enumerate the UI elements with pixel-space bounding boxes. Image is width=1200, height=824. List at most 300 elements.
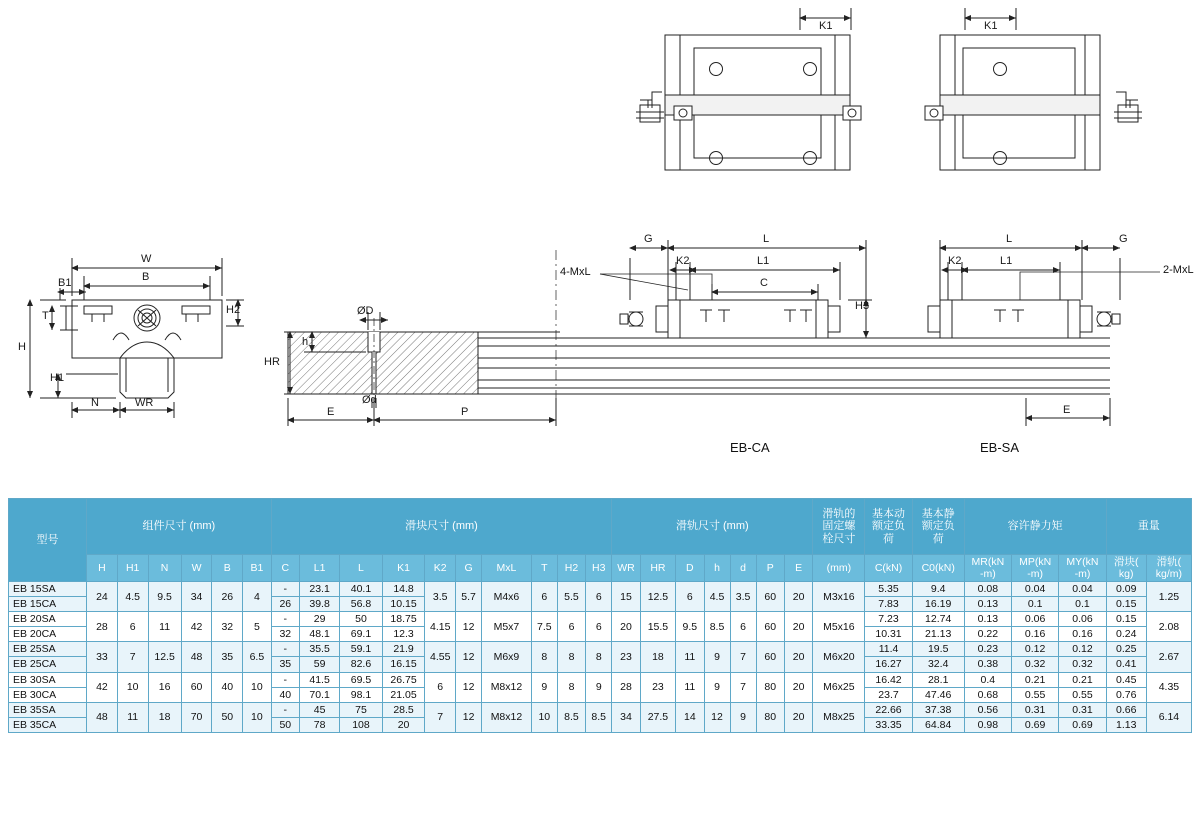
cell-MxL: M8x12 xyxy=(482,672,532,702)
cell-B1: 10 xyxy=(243,702,271,732)
table-body xyxy=(9,582,1192,733)
cell-H3: 8.5 xyxy=(586,702,612,732)
dim-g-right: G xyxy=(1119,233,1128,245)
th-L: L xyxy=(340,555,383,582)
table-header-group-row xyxy=(9,499,1192,555)
cell-WR: 28 xyxy=(612,672,640,702)
cell-W: 70 xyxy=(181,702,212,732)
cell-MP: 0.32 xyxy=(1012,657,1059,672)
cell-model: EB 20CA xyxy=(9,627,87,642)
cell-H2: 8 xyxy=(557,642,585,672)
dim-n: N xyxy=(91,397,99,409)
th-E: E xyxy=(784,555,812,582)
th-HR: HR xyxy=(640,555,675,582)
table-row[interactable] xyxy=(9,582,1192,597)
cell-G: 5.7 xyxy=(456,582,482,612)
th-bolt-unit: (mm) xyxy=(813,555,865,582)
cell-K1: 12.3 xyxy=(382,627,425,642)
th-T: T xyxy=(531,555,557,582)
cell-model: EB 15SA xyxy=(9,582,87,597)
cell-L1: 45 xyxy=(299,702,339,717)
th-C0-kn: C0(kN) xyxy=(912,555,964,582)
cell-T: 8 xyxy=(531,642,557,672)
cell-HR: 23 xyxy=(640,672,675,702)
cell-weight-rail: 2.67 xyxy=(1146,642,1191,672)
cell-L: 56.8 xyxy=(340,597,383,612)
cell-model: EB 25CA xyxy=(9,657,87,672)
cell-P: 80 xyxy=(756,702,784,732)
cell-H3: 6 xyxy=(586,612,612,642)
cell-weight-block: 0.24 xyxy=(1106,627,1146,642)
cell-L1: 29 xyxy=(299,612,339,627)
cell-W: 60 xyxy=(181,672,212,702)
cell-C-kn: 16.42 xyxy=(865,672,912,687)
cell-C0-kn: 9.4 xyxy=(912,582,964,597)
cell-D: 9.5 xyxy=(676,612,704,642)
cell-T: 7.5 xyxy=(531,612,557,642)
th-group-static-moment: 容许静力矩 xyxy=(964,499,1106,555)
cell-d: 7 xyxy=(730,672,756,702)
cell-MxL: M5x7 xyxy=(482,612,532,642)
cell-MY: 0.69 xyxy=(1059,717,1106,732)
cell-C: - xyxy=(271,672,299,687)
cell-C0-kn: 32.4 xyxy=(912,657,964,672)
cell-h: 4.5 xyxy=(704,582,730,612)
cell-G: 12 xyxy=(456,642,482,672)
cell-C-kn: 11.4 xyxy=(865,642,912,657)
cell-model: EB 35SA xyxy=(9,702,87,717)
cell-HR: 27.5 xyxy=(640,702,675,732)
cell-model: EB 15CA xyxy=(9,597,87,612)
cell-bolt: M3x16 xyxy=(813,582,865,612)
callout-4-mxl: 4-MxL xyxy=(560,266,591,278)
cell-weight-block: 0.76 xyxy=(1106,687,1146,702)
th-G: G xyxy=(456,555,482,582)
dim-b1: B1 xyxy=(58,277,72,289)
cell-C0-kn: 28.1 xyxy=(912,672,964,687)
dim-k1-top-right: K1 xyxy=(984,20,998,32)
th-N: N xyxy=(148,555,181,582)
cell-N: 11 xyxy=(148,612,181,642)
cell-C0-kn: 37.38 xyxy=(912,702,964,717)
cell-L: 98.1 xyxy=(340,687,383,702)
cell-B: 32 xyxy=(212,612,243,642)
cell-L1: 48.1 xyxy=(299,627,339,642)
cell-model: EB 20SA xyxy=(9,612,87,627)
cell-L1: 39.8 xyxy=(299,597,339,612)
table-row[interactable] xyxy=(9,642,1192,657)
cell-C: - xyxy=(271,702,299,717)
cell-C: 26 xyxy=(271,597,299,612)
cell-D: 11 xyxy=(676,672,704,702)
cell-K1: 14.8 xyxy=(382,582,425,597)
cell-MY: 0.55 xyxy=(1059,687,1106,702)
th-weight-rail: 滑轨( kg/m) xyxy=(1146,555,1191,582)
cell-C-kn: 23.7 xyxy=(865,687,912,702)
th-C-kn: C(kN) xyxy=(865,555,912,582)
cell-MxL: M4x6 xyxy=(482,582,532,612)
cell-C0-kn: 16.19 xyxy=(912,597,964,612)
cell-WR: 23 xyxy=(612,642,640,672)
th-model: 型号 xyxy=(9,499,87,582)
cell-E: 20 xyxy=(784,582,812,612)
cell-C0-kn: 21.13 xyxy=(912,627,964,642)
cell-H1: 10 xyxy=(117,672,148,702)
cell-H3: 8 xyxy=(586,642,612,672)
cell-C-kn: 7.83 xyxy=(865,597,912,612)
cell-K2: 4.55 xyxy=(425,642,456,672)
cell-C: 50 xyxy=(271,717,299,732)
cell-K1: 20 xyxy=(382,717,425,732)
cell-WR: 15 xyxy=(612,582,640,612)
cell-C-kn: 5.35 xyxy=(865,582,912,597)
cell-d: 3.5 xyxy=(730,582,756,612)
cell-L: 82.6 xyxy=(340,657,383,672)
cell-weight-rail: 4.35 xyxy=(1146,672,1191,702)
dim-t: T xyxy=(42,310,49,322)
cell-h: 12 xyxy=(704,702,730,732)
cell-bolt: M5x16 xyxy=(813,612,865,642)
dim-hr: HR xyxy=(264,356,280,368)
cell-MP: 0.69 xyxy=(1012,717,1059,732)
cell-L: 69.5 xyxy=(340,672,383,687)
cell-P: 80 xyxy=(756,672,784,702)
dim-c-left: C xyxy=(760,277,768,289)
cell-weight-block: 0.15 xyxy=(1106,612,1146,627)
cell-bolt: M6x20 xyxy=(813,642,865,672)
cell-H3: 9 xyxy=(586,672,612,702)
cell-C-kn: 22.66 xyxy=(865,702,912,717)
dim-e-right: E xyxy=(1063,404,1071,416)
cell-H: 28 xyxy=(87,612,118,642)
cell-L: 108 xyxy=(340,717,383,732)
th-WR: WR xyxy=(612,555,640,582)
cell-B1: 10 xyxy=(243,672,271,702)
cell-MP: 0.06 xyxy=(1012,612,1059,627)
callout-2-mxl: 2-MxL xyxy=(1163,264,1194,276)
top-view-sa xyxy=(925,8,1142,170)
cell-L1: 78 xyxy=(299,717,339,732)
cell-B: 35 xyxy=(212,642,243,672)
cell-H: 24 xyxy=(87,582,118,612)
cell-weight-rail: 1.25 xyxy=(1146,582,1191,612)
cell-C: 40 xyxy=(271,687,299,702)
th-B1: B1 xyxy=(243,555,271,582)
cell-H1: 7 xyxy=(117,642,148,672)
cell-E: 20 xyxy=(784,672,812,702)
cell-W: 42 xyxy=(181,612,212,642)
cell-G: 12 xyxy=(456,702,482,732)
dim-h-small: h xyxy=(302,336,309,348)
cell-C-kn: 10.31 xyxy=(865,627,912,642)
dim-p: P xyxy=(461,406,469,418)
th-d: d xyxy=(730,555,756,582)
cell-K1: 18.75 xyxy=(382,612,425,627)
cell-MY: 0.21 xyxy=(1059,672,1106,687)
cell-weight-rail: 2.08 xyxy=(1146,612,1191,642)
cell-WR: 20 xyxy=(612,612,640,642)
cell-B: 26 xyxy=(212,582,243,612)
th-W: W xyxy=(181,555,212,582)
view-label-eb-sa: EB-SA xyxy=(980,440,1020,455)
cell-MP: 0.31 xyxy=(1012,702,1059,717)
cell-MR: 0.98 xyxy=(964,717,1011,732)
view-label-eb-ca: EB-CA xyxy=(730,440,770,455)
side-view-sa xyxy=(928,240,1160,426)
cell-MxL: M6x9 xyxy=(482,642,532,672)
th-MR: MR(kN -m) xyxy=(964,555,1011,582)
cell-K2: 4.15 xyxy=(425,612,456,642)
th-group-block: 滑块尺寸 (mm) xyxy=(271,499,612,555)
cell-MY: 0.31 xyxy=(1059,702,1106,717)
th-group-static-load: 基本静 额定负 荷 xyxy=(912,499,964,555)
cell-bolt: M8x25 xyxy=(813,702,865,732)
dim-b: B xyxy=(142,271,150,283)
cell-B1: 6.5 xyxy=(243,642,271,672)
cell-MP: 0.1 xyxy=(1012,597,1059,612)
cell-HR: 12.5 xyxy=(640,582,675,612)
cell-G: 12 xyxy=(456,612,482,642)
table-head xyxy=(9,499,1192,582)
cell-MY: 0.1 xyxy=(1059,597,1106,612)
cell-E: 20 xyxy=(784,612,812,642)
dim-k2-right: K2 xyxy=(948,255,962,267)
dim-l-right: L xyxy=(1006,233,1013,245)
dim-h3-left: H3 xyxy=(855,300,870,312)
cell-G: 12 xyxy=(456,672,482,702)
dim-l1-right: L1 xyxy=(1000,255,1013,267)
cell-L1: 59 xyxy=(299,657,339,672)
cell-MR: 0.08 xyxy=(964,582,1011,597)
cell-K1: 21.05 xyxy=(382,687,425,702)
cell-K1: 28.5 xyxy=(382,702,425,717)
cell-weight-block: 0.45 xyxy=(1106,672,1146,687)
cell-H: 42 xyxy=(87,672,118,702)
cell-H2: 6 xyxy=(557,612,585,642)
cell-W: 34 xyxy=(181,582,212,612)
dim-k2-left: K2 xyxy=(676,255,690,267)
cell-MP: 0.04 xyxy=(1012,582,1059,597)
th-H2: H2 xyxy=(557,555,585,582)
cell-K1: 16.15 xyxy=(382,657,425,672)
table-row[interactable] xyxy=(9,672,1192,687)
cell-C-kn: 33.35 xyxy=(865,717,912,732)
cell-H2: 8 xyxy=(557,672,585,702)
dim-w: W xyxy=(141,253,152,265)
th-h: h xyxy=(704,555,730,582)
th-weight-block: 滑块( kg) xyxy=(1106,555,1146,582)
cell-weight-block: 0.09 xyxy=(1106,582,1146,597)
th-P: P xyxy=(756,555,784,582)
specification-table-wrapper xyxy=(8,498,1192,733)
cell-K2: 3.5 xyxy=(425,582,456,612)
cell-L: 40.1 xyxy=(340,582,383,597)
cell-C: 35 xyxy=(271,657,299,672)
cell-weight-rail: 6.14 xyxy=(1146,702,1191,732)
th-group-dynamic-load: 基本动 额定负 荷 xyxy=(865,499,912,555)
cell-H3: 6 xyxy=(586,582,612,612)
cell-C0-kn: 64.84 xyxy=(912,717,964,732)
th-MY: MY(kN -m) xyxy=(1059,555,1106,582)
cell-N: 9.5 xyxy=(148,582,181,612)
cell-C: - xyxy=(271,582,299,597)
cell-H2: 5.5 xyxy=(557,582,585,612)
dim-k1-top-left: K1 xyxy=(819,20,833,32)
top-view-ca xyxy=(636,8,861,170)
cell-W: 48 xyxy=(181,642,212,672)
cell-WR: 34 xyxy=(612,702,640,732)
cell-H1: 11 xyxy=(117,702,148,732)
cell-L1: 41.5 xyxy=(299,672,339,687)
th-group-rail-bolt: 滑轨的 固定螺 栓尺寸 xyxy=(813,499,865,555)
cell-B: 40 xyxy=(212,672,243,702)
cell-L1: 23.1 xyxy=(299,582,339,597)
cell-MP: 0.21 xyxy=(1012,672,1059,687)
th-D: D xyxy=(676,555,704,582)
th-group-rail: 滑轨尺寸 (mm) xyxy=(612,499,813,555)
cell-weight-block: 0.41 xyxy=(1106,657,1146,672)
cell-L1: 35.5 xyxy=(299,642,339,657)
dim-wr: WR xyxy=(135,397,154,409)
cell-MP: 0.16 xyxy=(1012,627,1059,642)
cell-N: 12.5 xyxy=(148,642,181,672)
cell-C0-kn: 12.74 xyxy=(912,612,964,627)
th-H3: H3 xyxy=(586,555,612,582)
cell-L: 69.1 xyxy=(340,627,383,642)
cell-K1: 26.75 xyxy=(382,672,425,687)
cell-MY: 0.04 xyxy=(1059,582,1106,597)
cell-MR: 0.38 xyxy=(964,657,1011,672)
cell-L: 50 xyxy=(340,612,383,627)
cell-weight-block: 0.25 xyxy=(1106,642,1146,657)
cell-MR: 0.56 xyxy=(964,702,1011,717)
dim-g-left: G xyxy=(644,233,653,245)
th-MxL: MxL xyxy=(482,555,532,582)
cell-P: 60 xyxy=(756,642,784,672)
cell-N: 16 xyxy=(148,672,181,702)
cell-C-kn: 7.23 xyxy=(865,612,912,627)
cell-B: 50 xyxy=(212,702,243,732)
cell-C: - xyxy=(271,612,299,627)
cell-L1: 70.1 xyxy=(299,687,339,702)
cell-C: - xyxy=(271,642,299,657)
cell-H1: 4.5 xyxy=(117,582,148,612)
cell-D: 14 xyxy=(676,702,704,732)
cell-h: 9 xyxy=(704,642,730,672)
cell-K2: 7 xyxy=(425,702,456,732)
cell-MR: 0.68 xyxy=(964,687,1011,702)
cell-E: 20 xyxy=(784,702,812,732)
dim-l1-left: L1 xyxy=(757,255,770,267)
cell-MP: 0.55 xyxy=(1012,687,1059,702)
table-row[interactable] xyxy=(9,612,1192,627)
cell-model: EB 30CA xyxy=(9,687,87,702)
th-group-assembly: 组件尺寸 (mm) xyxy=(87,499,272,555)
dim-l-left: L xyxy=(763,233,770,245)
table-row[interactable] xyxy=(9,702,1192,717)
cell-MY: 0.06 xyxy=(1059,612,1106,627)
cell-K1: 10.15 xyxy=(382,597,425,612)
cell-P: 60 xyxy=(756,582,784,612)
cell-E: 20 xyxy=(784,642,812,672)
rail-section-view xyxy=(284,250,600,426)
cell-MR: 0.4 xyxy=(964,672,1011,687)
cell-C-kn: 16.27 xyxy=(865,657,912,672)
dim-diameter-d: Ød xyxy=(362,394,377,406)
cell-d: 7 xyxy=(730,642,756,672)
cell-HR: 15.5 xyxy=(640,612,675,642)
th-group-weight: 重量 xyxy=(1106,499,1191,555)
dim-h: H xyxy=(18,341,26,353)
cell-H: 33 xyxy=(87,642,118,672)
cell-weight-block: 1.13 xyxy=(1106,717,1146,732)
th-MP: MP(kN -m) xyxy=(1012,555,1059,582)
cell-D: 11 xyxy=(676,642,704,672)
cell-T: 9 xyxy=(531,672,557,702)
cell-B1: 5 xyxy=(243,612,271,642)
cell-K2: 6 xyxy=(425,672,456,702)
th-H1: H1 xyxy=(117,555,148,582)
th-C: C xyxy=(271,555,299,582)
cell-MR: 0.23 xyxy=(964,642,1011,657)
cell-model: EB 25SA xyxy=(9,642,87,657)
cell-P: 60 xyxy=(756,612,784,642)
cell-MY: 0.32 xyxy=(1059,657,1106,672)
cell-D: 6 xyxy=(676,582,704,612)
cell-h: 8.5 xyxy=(704,612,730,642)
table-header-sub-row xyxy=(9,555,1192,582)
th-K2: K2 xyxy=(425,555,456,582)
dim-e-left: E xyxy=(327,406,335,418)
cell-L: 59.1 xyxy=(340,642,383,657)
cell-bolt: M6x25 xyxy=(813,672,865,702)
cell-H2: 8.5 xyxy=(557,702,585,732)
cell-MY: 0.12 xyxy=(1059,642,1106,657)
cell-model: EB 30SA xyxy=(9,672,87,687)
cell-C0-kn: 47.46 xyxy=(912,687,964,702)
cell-MR: 0.22 xyxy=(964,627,1011,642)
cell-T: 10 xyxy=(531,702,557,732)
cell-d: 9 xyxy=(730,702,756,732)
th-K1: K1 xyxy=(382,555,425,582)
cell-MxL: M8x12 xyxy=(482,702,532,732)
cell-model: EB 35CA xyxy=(9,717,87,732)
cell-H1: 6 xyxy=(117,612,148,642)
cell-d: 6 xyxy=(730,612,756,642)
cell-B1: 4 xyxy=(243,582,271,612)
cell-C0-kn: 19.5 xyxy=(912,642,964,657)
cell-HR: 18 xyxy=(640,642,675,672)
cell-L: 75 xyxy=(340,702,383,717)
th-L1: L1 xyxy=(299,555,339,582)
th-H: H xyxy=(87,555,118,582)
cell-N: 18 xyxy=(148,702,181,732)
cell-h: 9 xyxy=(704,672,730,702)
cell-H: 48 xyxy=(87,702,118,732)
cell-K1: 21.9 xyxy=(382,642,425,657)
dim-h1: H1 xyxy=(50,372,65,384)
cell-C: 32 xyxy=(271,627,299,642)
cell-MR: 0.13 xyxy=(964,612,1011,627)
cell-T: 6 xyxy=(531,582,557,612)
cell-weight-block: 0.66 xyxy=(1106,702,1146,717)
cell-MP: 0.12 xyxy=(1012,642,1059,657)
cell-MY: 0.16 xyxy=(1059,627,1106,642)
cell-weight-block: 0.15 xyxy=(1106,597,1146,612)
dim-diameter-D: ØD xyxy=(357,305,374,317)
dim-h2: H2 xyxy=(226,304,241,316)
th-B: B xyxy=(212,555,243,582)
